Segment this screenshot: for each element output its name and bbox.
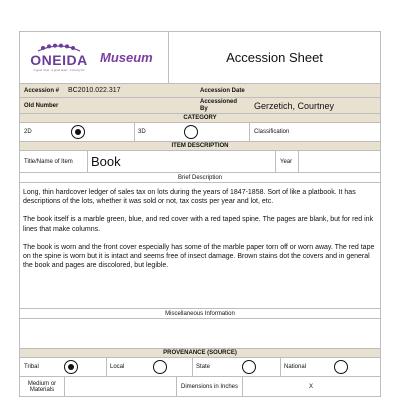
classification-label: Classification: [254, 129, 290, 135]
medium-label: Medium or Materials: [27, 380, 57, 393]
item-title-value-cell[interactable]: [87, 151, 275, 172]
provenance-national-cell: [280, 358, 330, 376]
category-2d-cell: [24, 123, 64, 141]
old-number-row: [20, 98, 380, 114]
title-cell: [168, 32, 380, 83]
title-row: [20, 151, 380, 173]
dimensions-value-cell[interactable]: [242, 377, 380, 397]
year-value-cell[interactable]: [298, 151, 380, 172]
provenance-heading-row: [20, 349, 380, 358]
brief-description-label-cell: [20, 173, 380, 182]
item-title-label-cell: [24, 151, 87, 172]
old-number-label: Old Number: [24, 102, 59, 109]
accessioned-by-label-cell: [200, 98, 250, 113]
item-description-heading: ITEM DESCRIPTION: [171, 143, 229, 149]
accession-number-row: [20, 84, 380, 98]
medium-label-cell: [20, 377, 64, 397]
dimensions-separator: X: [309, 384, 314, 390]
misc-info-label-row: [20, 309, 380, 319]
accessioned-by-value: Gerzetich, Courtney: [254, 100, 335, 111]
brief-description-paragraph-1: Long, thin hardcover ledger of sales tax on lots during the years of 1847-1858. Sort of like a platbook. It has descriptions of the lots, whether it was sold or not, tax costs per year and lot, etc.: [23, 189, 356, 206]
dimensions-label: Dimensions in Inches: [180, 384, 239, 390]
category-3d-cell: [134, 123, 184, 141]
accession-number-value: BC2010.022.317: [68, 87, 121, 94]
accession-number-value-cell[interactable]: [68, 84, 193, 97]
provenance-local-radio[interactable]: [153, 360, 167, 374]
accessioned-by-value-cell[interactable]: [254, 98, 380, 113]
year-label-cell: [275, 151, 298, 172]
provenance-national-label: National: [284, 364, 307, 370]
provenance-state-cell: [192, 358, 232, 376]
old-number-label-cell: [24, 98, 68, 113]
category-heading-row: [20, 114, 380, 123]
brief-description-label: Brief Description: [177, 174, 222, 181]
page-title: Accession Sheet: [226, 50, 323, 65]
item-description-heading-row: [20, 142, 380, 151]
museum-label: Museum: [100, 50, 153, 65]
provenance-tribal-label: Tribal: [24, 364, 39, 370]
item-title-value: Book: [91, 154, 121, 169]
misc-info-body[interactable]: [20, 319, 380, 349]
category-2d-radio[interactable]: [71, 125, 85, 139]
classification-cell: [249, 123, 380, 141]
category-row: [20, 123, 380, 142]
accession-date-label-cell: [200, 84, 256, 97]
provenance-row: [20, 358, 380, 377]
item-title-label: Title/Name of Item: [24, 158, 73, 165]
provenance-state-label: State: [196, 364, 211, 370]
brief-description-paragraph-2: The book itself is a marble green, blue, and red cover with a red taped spine. The pages are blank, but for red ink lines that make columns.: [23, 216, 374, 233]
category-heading: CATEGORY: [183, 115, 217, 121]
year-label: Year: [280, 158, 293, 165]
provenance-state-radio[interactable]: [242, 360, 256, 374]
category-3d-radio[interactable]: [184, 125, 198, 139]
misc-info-label: Miscellaneous Information: [165, 310, 235, 317]
logo-tagline: A good mind · A good heart · A strong fire: [33, 68, 85, 72]
old-number-value-cell[interactable]: [68, 98, 193, 113]
accession-date-label: Accession Date: [200, 87, 245, 94]
category-3d-label: 3D: [138, 129, 146, 135]
accession-sheet: [19, 31, 381, 397]
logo-block: [20, 32, 98, 83]
brief-description-paragraph-3: The book is worn and the front cover especially has some of the marble paper torn off or worn away. The red tape on the spine is worn but it is intact and seems free of insect damage. Brown stains dot the covers and in general the book and pages are discolored, but legible.: [23, 243, 375, 270]
accessioned-by-label: Accessioned By: [200, 99, 238, 112]
category-2d-label: 2D: [24, 129, 32, 135]
accession-number-label: Accession #: [24, 87, 60, 94]
provenance-local-cell: [106, 358, 146, 376]
logo-text: ONEIDA: [30, 52, 88, 68]
accession-number-label-cell: [24, 84, 68, 97]
provenance-national-radio[interactable]: [334, 360, 348, 374]
dimensions-label-cell: [176, 377, 242, 397]
brief-description-label-row: [20, 173, 380, 183]
category-heading-cell: [20, 114, 380, 122]
museum-label-cell: [98, 32, 166, 83]
provenance-local-label: Local: [110, 364, 125, 370]
misc-info-label-cell: [20, 309, 380, 318]
item-description-heading-cell: [20, 142, 380, 150]
provenance-tribal-cell: [24, 358, 60, 376]
provenance-heading: PROVENANCE (SOURCE): [163, 350, 237, 356]
provenance-heading-cell: [20, 349, 380, 357]
provenance-tribal-radio[interactable]: [64, 360, 78, 374]
accession-date-value-cell[interactable]: [256, 84, 380, 97]
medium-value-cell[interactable]: [64, 377, 176, 397]
brief-description-body[interactable]: [20, 183, 380, 309]
header-row: [20, 32, 380, 84]
medium-dimensions-row: [20, 377, 380, 397]
